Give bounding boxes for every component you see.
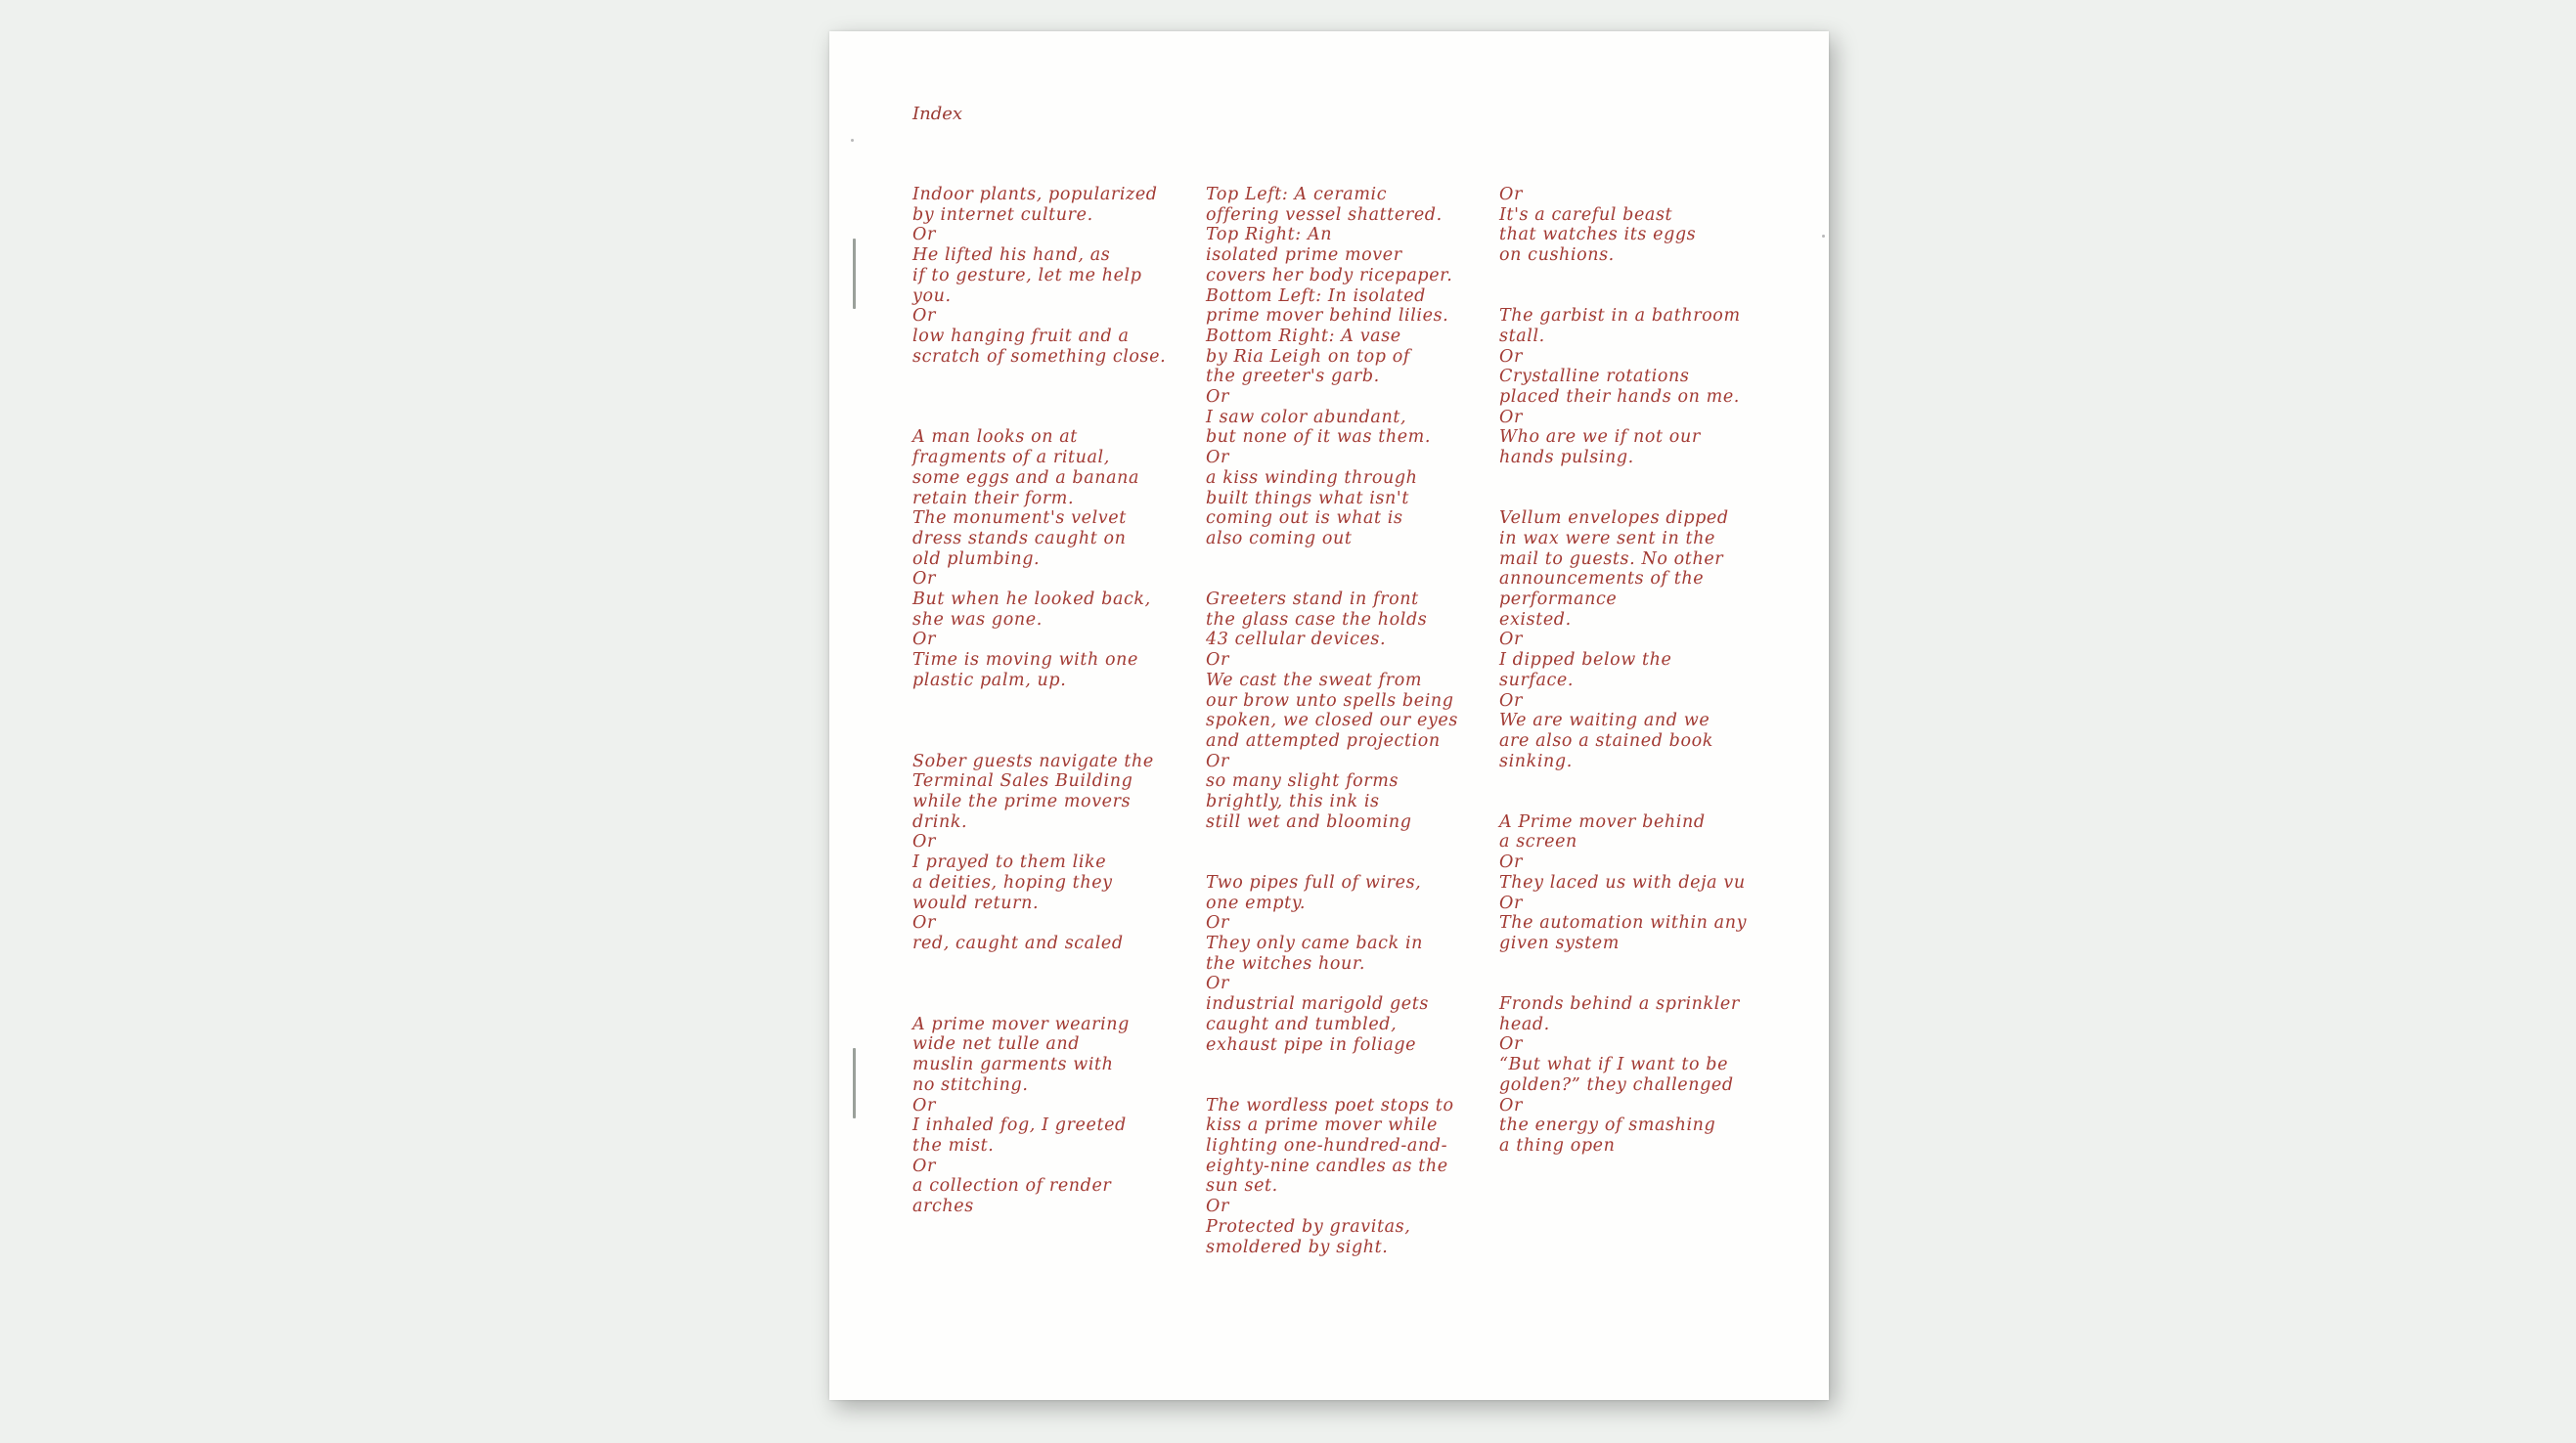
entry-line: old plumbing. bbox=[912, 548, 1041, 569]
entry-line: stall. bbox=[1499, 326, 1545, 346]
entry-line: Sober guests navigate the bbox=[912, 751, 1154, 771]
document-page bbox=[829, 31, 1829, 1400]
entry-line: Or bbox=[1206, 913, 1229, 934]
entry-line: sinking. bbox=[1499, 751, 1573, 771]
index-entry bbox=[1499, 994, 1793, 1157]
entry-line: eighty-nine candles as the bbox=[1206, 1156, 1448, 1176]
entry-line: a screen bbox=[1499, 832, 1577, 853]
entry-line: spoken, we closed our eyes bbox=[1206, 711, 1458, 731]
entry-line: Or bbox=[912, 832, 936, 853]
entry-line: placed their hands on me. bbox=[1499, 387, 1740, 408]
entry-line: coming out is what is bbox=[1206, 508, 1403, 529]
index-entry bbox=[1499, 185, 1793, 266]
text-column-2 bbox=[1206, 185, 1499, 1257]
entry-line: and attempted projection bbox=[1206, 730, 1441, 751]
staple-mark-bottom bbox=[853, 1048, 856, 1118]
entry-line: But when he looked back, bbox=[912, 590, 1151, 610]
entry-line: our brow unto spells being bbox=[1206, 690, 1454, 711]
staple-mark-top bbox=[853, 239, 856, 309]
entry-line: offering vessel shattered. bbox=[1206, 204, 1443, 225]
entry-line: but none of it was them. bbox=[1206, 427, 1432, 448]
entry-line: Bottom Right: A vase bbox=[1206, 326, 1401, 346]
entry-line: a collection of render bbox=[912, 1176, 1112, 1197]
entry-line: The garbist in a bathroom bbox=[1499, 306, 1741, 327]
index-entry bbox=[1206, 590, 1499, 832]
entry-line: hands pulsing. bbox=[1499, 448, 1634, 468]
entry-line: exhaust pipe in foliage bbox=[1206, 1034, 1417, 1055]
entry-line: on cushions. bbox=[1499, 245, 1615, 266]
entry-line: The monument's velvet bbox=[912, 508, 1127, 529]
entry-line: Or bbox=[912, 569, 936, 590]
entry-line: industrial marigold gets bbox=[1206, 994, 1429, 1015]
entry-line: Greeters stand in front bbox=[1206, 590, 1419, 610]
entry-line: Or bbox=[1499, 893, 1523, 913]
entry-line: Or bbox=[912, 225, 936, 245]
entry-line: low hanging fruit and a bbox=[912, 326, 1130, 346]
entry-line: by internet culture. bbox=[912, 204, 1093, 225]
entry-line: by Ria Leigh on top of bbox=[1206, 346, 1410, 367]
entry-line: Or bbox=[1499, 690, 1523, 711]
entry-line: They laced us with deja vu bbox=[1499, 872, 1746, 893]
entry-line: drink. bbox=[912, 811, 968, 832]
entry-line: 43 cellular devices. bbox=[1206, 630, 1387, 650]
entry-line: Fronds behind a sprinkler bbox=[1499, 994, 1740, 1015]
entry-line: kiss a prime mover while bbox=[1206, 1115, 1438, 1136]
entry-line: no stitching. bbox=[912, 1074, 1029, 1095]
entry-line: He lifted his hand, as bbox=[912, 245, 1111, 266]
text-column-3 bbox=[1499, 185, 1793, 1157]
entry-line: also coming out bbox=[1206, 528, 1353, 548]
entry-line: Two pipes full of wires, bbox=[1206, 872, 1422, 893]
entry-line: the witches hour. bbox=[1206, 953, 1366, 974]
entry-line: Or bbox=[1499, 630, 1523, 650]
entry-line: that watches its eggs bbox=[1499, 225, 1697, 245]
text-column-1 bbox=[912, 185, 1206, 1217]
entry-line: A man looks on at bbox=[912, 427, 1078, 448]
entry-line: retain their form. bbox=[912, 488, 1075, 508]
entry-line: Or bbox=[912, 306, 936, 327]
entry-line: existed. bbox=[1499, 609, 1572, 630]
entry-line: The wordless poet stops to bbox=[1206, 1095, 1454, 1115]
entry-line: while the prime movers bbox=[912, 792, 1132, 812]
entry-line: Or bbox=[1499, 407, 1523, 427]
entry-line: fragments of a ritual, bbox=[912, 448, 1110, 468]
entry-line: Bottom Left: In isolated bbox=[1206, 285, 1426, 306]
entry-line: you. bbox=[912, 285, 952, 306]
entry-line: Or bbox=[912, 1095, 936, 1115]
entry-line: announcements of the bbox=[1499, 569, 1705, 590]
page-title: Index bbox=[912, 104, 963, 124]
entry-line: Or bbox=[1206, 751, 1229, 771]
entry-line: Terminal Sales Building bbox=[912, 771, 1133, 792]
entry-line: wide net tulle and bbox=[912, 1034, 1081, 1055]
entry-line: The automation within any bbox=[1499, 913, 1748, 934]
entry-line: They only came back in bbox=[1206, 933, 1424, 953]
entry-line: golden?” they challenged bbox=[1499, 1074, 1734, 1095]
entry-line: built things what isn't bbox=[1206, 488, 1409, 508]
entry-line: a thing open bbox=[1499, 1135, 1616, 1156]
entry-line: still wet and blooming bbox=[1206, 811, 1412, 832]
entry-line: mail to guests. No other bbox=[1499, 548, 1724, 569]
entry-line: some eggs and a banana bbox=[912, 467, 1140, 488]
entry-line: Or bbox=[912, 1156, 936, 1176]
entry-line: the energy of smashing bbox=[1499, 1115, 1716, 1136]
entry-line: sun set. bbox=[1206, 1176, 1278, 1197]
entry-line: I saw color abundant, bbox=[1206, 407, 1407, 427]
entry-line: prime mover behind lilies. bbox=[1206, 306, 1449, 327]
entry-line: surface. bbox=[1499, 670, 1575, 690]
entry-line: We cast the sweat from bbox=[1206, 670, 1423, 690]
entry-line: a deities, hoping they bbox=[912, 872, 1113, 893]
entry-line: if to gesture, let me help bbox=[912, 265, 1142, 285]
entry-line: Or bbox=[912, 630, 936, 650]
entry-line: brightly, this ink is bbox=[1206, 792, 1380, 812]
entry-line: A prime mover wearing bbox=[912, 1014, 1130, 1034]
entry-line: Or bbox=[1206, 650, 1229, 671]
entry-line: Or bbox=[1499, 346, 1523, 367]
entry-line: so many slight forms bbox=[1206, 771, 1399, 792]
index-entry bbox=[1499, 812, 1793, 954]
entry-line: Time is moving with one bbox=[912, 650, 1138, 671]
entry-line: Or bbox=[1499, 185, 1523, 204]
entry-line: performance bbox=[1499, 590, 1618, 610]
entry-line: We are waiting and we bbox=[1499, 711, 1710, 731]
entry-line: in wax were sent in the bbox=[1499, 528, 1715, 548]
entry-line: one empty. bbox=[1206, 893, 1307, 913]
index-entry bbox=[1499, 306, 1793, 468]
entry-line: Crystalline rotations bbox=[1499, 367, 1690, 387]
entry-line: Or bbox=[1206, 1197, 1229, 1217]
index-entry bbox=[912, 1015, 1206, 1217]
entry-line: I prayed to them like bbox=[912, 853, 1107, 873]
entry-line: Who are we if not our bbox=[1499, 427, 1701, 448]
entry-line: caught and tumbled, bbox=[1206, 1014, 1398, 1034]
index-entry bbox=[912, 427, 1206, 690]
entry-line: the glass case the holds bbox=[1206, 609, 1428, 630]
entry-line: Or bbox=[1499, 1095, 1523, 1115]
entry-line: she was gone. bbox=[912, 609, 1043, 630]
entry-line: lighting one-hundred-and- bbox=[1206, 1136, 1448, 1156]
entry-line: a kiss winding through bbox=[1206, 467, 1418, 488]
entry-line: the mist. bbox=[912, 1136, 995, 1156]
entry-line: Or bbox=[1499, 853, 1523, 873]
entry-line: Top Right: An bbox=[1206, 225, 1333, 245]
index-entry bbox=[912, 752, 1206, 954]
entry-line: Or bbox=[1206, 387, 1229, 408]
paper-speck bbox=[851, 139, 854, 142]
entry-line: Vellum envelopes dipped bbox=[1499, 508, 1729, 529]
entry-line: Protected by gravitas, bbox=[1206, 1216, 1411, 1237]
entry-line: arches bbox=[912, 1197, 974, 1217]
entry-line: given system bbox=[1499, 933, 1620, 953]
entry-line: “But what if I want to be bbox=[1499, 1055, 1729, 1075]
entry-line: scratch of something close. bbox=[912, 346, 1167, 367]
entry-line: It's a careful beast bbox=[1499, 204, 1673, 225]
entry-line: would return. bbox=[912, 893, 1040, 913]
index-entry bbox=[1206, 1096, 1499, 1258]
entry-line: are also a stained book bbox=[1499, 730, 1713, 751]
entry-line: red, caught and scaled bbox=[912, 933, 1124, 953]
index-entry bbox=[1499, 508, 1793, 771]
entry-line: covers her body ricepaper. bbox=[1206, 265, 1453, 285]
entry-line: plastic palm, up. bbox=[912, 670, 1067, 690]
entry-line: Top Left: A ceramic bbox=[1206, 185, 1388, 204]
entry-line: isolated prime mover bbox=[1206, 245, 1402, 266]
entry-line: smoldered by sight. bbox=[1206, 1237, 1389, 1257]
entry-line: I inhaled fog, I greeted bbox=[912, 1115, 1127, 1136]
entry-line: Or bbox=[1206, 974, 1229, 994]
entry-line: Indoor plants, popularized bbox=[912, 185, 1158, 204]
entry-line: the greeter's garb. bbox=[1206, 367, 1380, 387]
index-entry bbox=[912, 185, 1206, 367]
entry-line: dress stands caught on bbox=[912, 528, 1127, 548]
index-entry bbox=[1206, 873, 1499, 1055]
entry-line: Or bbox=[912, 913, 936, 934]
entry-line: Or bbox=[1499, 1034, 1523, 1055]
paper-speck bbox=[1822, 235, 1825, 238]
entry-line: head. bbox=[1499, 1014, 1550, 1034]
entry-line: Or bbox=[1206, 448, 1229, 468]
entry-line: I dipped below the bbox=[1499, 650, 1672, 671]
index-entry bbox=[1206, 185, 1499, 549]
entry-line: A Prime mover behind bbox=[1499, 811, 1706, 832]
entry-line: muslin garments with bbox=[912, 1055, 1114, 1075]
